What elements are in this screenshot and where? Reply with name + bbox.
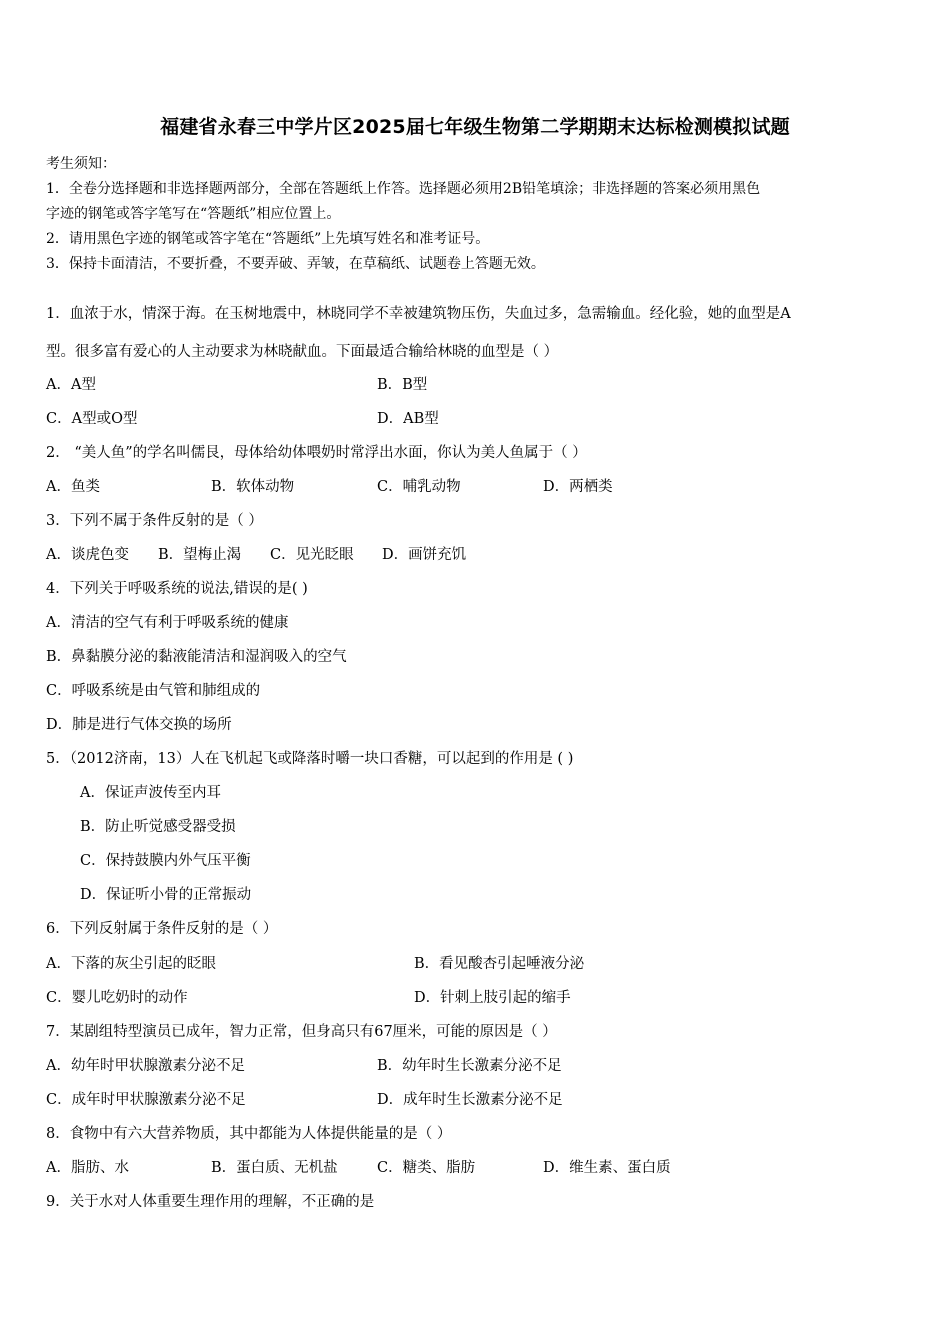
answer-option: C．糖类、脂肪: [377, 1160, 476, 1176]
answer-option: A．保证声波传至内耳: [80, 785, 221, 801]
notice-item: 字迹的钢笔或答字笔写在“答题纸”相应位置上。: [46, 206, 341, 222]
answer-option: C．呼吸系统是由气管和肺组成的: [46, 683, 261, 699]
notice-item: 2．请用黑色字迹的钢笔或答字笔在“答题纸”上先填写姓名和准考证号。: [46, 231, 490, 247]
answer-option: A．清洁的空气有利于呼吸系统的健康: [46, 615, 289, 631]
answer-option: A．幼年时甲状腺激素分泌不足: [46, 1058, 245, 1074]
answer-option: B．防止听觉感受器受损: [80, 819, 236, 835]
answer-option: C．见光眨眼: [270, 547, 354, 563]
question-stem: 7．某剧组特型演员已成年，智力正常，但身高只有67厘米，可能的原因是（ ）: [46, 1024, 557, 1040]
answer-option: C．哺乳动物: [377, 479, 461, 495]
answer-option: D．AB型: [377, 411, 439, 427]
answer-option: D．肺是进行气体交换的场所: [46, 717, 232, 733]
answer-option: D．成年时生长激素分泌不足: [377, 1092, 563, 1108]
answer-option: D．画饼充饥: [382, 547, 467, 563]
answer-option: A．谈虎色变: [46, 547, 129, 563]
notice-item: 1．全卷分选择题和非选择题两部分，全部在答题纸上作答。选择题必须用2B铅笔填涂；非选择题的答案必须用黑色: [46, 181, 761, 197]
notice-heading: 考生须知：: [46, 156, 116, 172]
question-stem: 2． “美人鱼”的学名叫儒艮，母体给幼体喂奶时常浮出水面，你认为美人鱼属于（ ）: [46, 445, 587, 461]
answer-option: A．鱼类: [46, 479, 100, 495]
question-stem: 4．下列关于呼吸系统的说法,错误的是( ): [46, 581, 308, 597]
answer-option: B．望梅止渴: [158, 547, 242, 563]
answer-option: D．保证听小骨的正常振动: [80, 887, 252, 903]
page-title: 福建省永春三中学片区2025届七年级生物第二学期期末达标检测模拟试题: [160, 116, 790, 138]
question-stem: 6．下列反射属于条件反射的是（ ）: [46, 921, 278, 937]
question-stem: 型。很多富有爱心的人主动要求为林晓献血。下面最适合输给林晓的血型是（ ）: [46, 344, 559, 360]
answer-option: D．维生素、蛋白质: [543, 1160, 671, 1176]
question-stem: 5．（2012济南，13）人在飞机起飞或降落时嚼一块口香糖，可以起到的作用是 ( ): [46, 751, 574, 767]
notice-item: 3．保持卡面清洁，不要折叠，不要弄破、弄皱，在草稿纸、试题卷上答题无效。: [46, 256, 545, 272]
answer-option: A．下落的灰尘引起的眨眼: [46, 956, 216, 972]
answer-option: C．A型或O型: [46, 411, 138, 427]
answer-option: B．看见酸杏引起唾液分泌: [414, 956, 585, 972]
answer-option: D．两栖类: [543, 479, 613, 495]
answer-option: C．婴儿吃奶时的动作: [46, 990, 188, 1006]
question-stem: 8．食物中有六大营养物质，其中都能为人体提供能量的是（ ）: [46, 1126, 452, 1142]
answer-option: B．鼻黏膜分泌的黏液能清洁和湿润吸入的空气: [46, 649, 347, 665]
answer-option: B．蛋白质、无机盐: [211, 1160, 338, 1176]
answer-option: B．幼年时生长激素分泌不足: [377, 1058, 562, 1074]
answer-option: B．B型: [377, 377, 428, 393]
answer-option: C．保持鼓膜内外气压平衡: [80, 853, 251, 869]
question-stem: 3．下列不属于条件反射的是（ ）: [46, 513, 263, 529]
answer-option: A．A型: [46, 377, 96, 393]
answer-option: A．脂肪、水: [46, 1160, 129, 1176]
answer-option: D．针刺上肢引起的缩手: [414, 990, 571, 1006]
answer-option: C．成年时甲状腺激素分泌不足: [46, 1092, 246, 1108]
question-stem: 9．关于水对人体重要生理作用的理解，不正确的是: [46, 1194, 375, 1210]
answer-option: B．软体动物: [211, 479, 295, 495]
question-stem: 1．血浓于水，情深于海。在玉树地震中，林晓同学不幸被建筑物压伤，失血过多，急需输血。经化验，她的血型是A: [46, 306, 791, 322]
